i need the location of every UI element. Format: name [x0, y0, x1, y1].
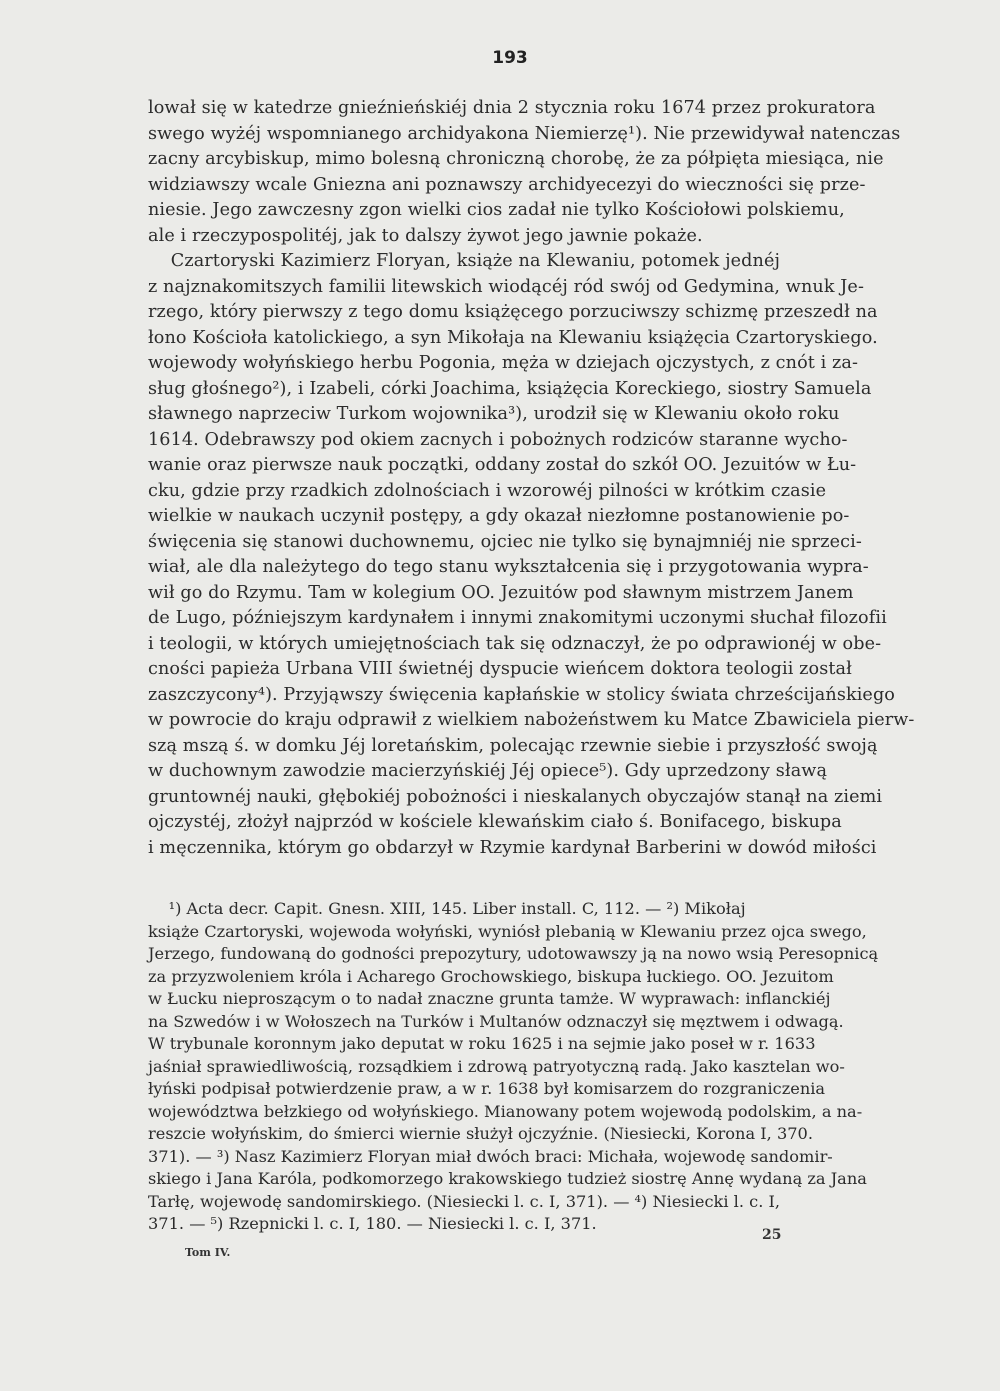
footnote-line: 371. — ⁵) Rzepnicki l. c. I, 180. — Niesiecki l. c. I, 371. — [148, 1214, 597, 1233]
footnote-line: łyński podpisał potwierdzenie praw, a w r. 1638 był komisarzem do rozgraniczenia — [148, 1079, 826, 1098]
text-line: gruntownéj nauki, głębokiéj pobożności i nieskalanych obyczajów stanął na ziemi — [148, 786, 883, 807]
text-line: i teologii, w których umiejętnościach tak się odznaczył, że po odprawionéj w obe- — [148, 633, 882, 654]
text-line: zaszczycony⁴). Przyjąwszy święcenia kapłańskie w stolicy świata chrześcijańskiego — [148, 684, 896, 705]
footnote-line: ¹) Acta decr. Capit. Gnesn. XIII, 145. Liber install. C, 112. — ²) Mikołaj — [148, 899, 746, 918]
footnote-line: na Szwedów i w Wołoszech na Turków i Multanów odznaczył się męztwem i odwagą. — [148, 1011, 844, 1031]
text-line: Czartoryski Kazimierz Floryan, książe na Klewaniu, potomek jednéj — [148, 251, 781, 271]
footnote-line: w Łucku nieproszącym o to nadał znaczne grunta tamże. W wyprawach: inflanckiéj — [148, 989, 831, 1008]
text-line: rzego, który pierwszy z tego domu książęcego porzuciwszy schizmę przeszedł na — [148, 302, 878, 322]
text-line: wił go do Rzymu. Tam w kolegium OO. Jezuitów pod sławnym mistrzem Janem — [148, 582, 854, 603]
volume-label: Tom IV. — [185, 1246, 231, 1259]
footnote-line: Tarłę, wojewodę sandomirskiego. (Niesiecki l. c. I, 371). — ⁴) Niesiecki l. c. I, — [148, 1191, 781, 1211]
text-line: święcenia się stanowi duchownemu, ojciec nie tylko się bynajmniéj nie sprzeci- — [148, 531, 862, 552]
footnote-line: reszcie wołyńskim, do śmierci wiernie służył ojczyźnie. (Niesiecki, Korona I, 370. — [148, 1124, 813, 1143]
footnote-line: jaśniał sprawiedliwością, rozsądkiem i zdrową patryotyczną radą. Jako kasztelan wo- — [148, 1056, 845, 1076]
text-line: wiał, ale dla należytego do tego stanu wykształcenia się i przygotowania wypra- — [148, 557, 869, 577]
text-line: de Lugo, późniejszym kardynałem i innymi znakomitymi uczonymi słuchał filozofii — [148, 608, 887, 628]
text-line: w duchownym zawodzie macierzyńskiéj Jéj opiece⁵). Gdy uprzedzony sławą — [148, 761, 828, 781]
footnote-line: województwa bełzkiego od wołyńskiego. Mianowany potem wojewodą podolskim, a na- — [148, 1101, 863, 1121]
text-line: w powrocie do kraju odprawił z wielkiem nabożeństwem ku Matce Zbawiciela pierw- — [148, 710, 915, 730]
text-line: łono Kościoła katolickiego, a syn Mikołaja na Klewaniu książęcia Czartoryskiego. — [148, 327, 878, 348]
footnote-line: Jerzego, fundowaną do godności prepozytury, udotowawszy ją na nowo wsią Peresopnicą — [148, 944, 879, 963]
text-line: sług głośnego²), i Izabeli, córki Joachima, książęcia Koreckiego, siostry Samuela — [148, 378, 872, 399]
footnotes — [148, 898, 896, 1236]
text-line: wojewody wołyńskiego herbu Pogonia, męża w dziejach ojczystych, z cnót i za- — [148, 353, 859, 373]
footnote-line: skiego i Jana Karóla, podkomorzego krakowskiego tudzież siostrę Annę wydaną za Jana — [148, 1169, 867, 1188]
text-line: zacny arcybiskup, mimo bolesną chroniczną chorobę, że za półpięta miesiąca, nie — [148, 149, 884, 169]
text-line: niesie. Jego zawczesny zgon wielki cios zadał nie tylko Kościołowi polskiemu, — [148, 200, 845, 220]
footnote-line: za przyzwoleniem króla i Acharego Grochowskiego, biskupa łuckiego. OO. Jezuitom — [148, 966, 834, 986]
text-line: widziawszy wcale Gniezna ani poznawszy archidyecezyi do wieczności się prze- — [148, 174, 866, 195]
text-line: sławnego naprzeciw Turkom wojownika³), urodził się w Klewaniu około roku — [148, 404, 840, 424]
text-line: ale i rzeczypospolitéj, jak to dalszy żywot jego jawnie pokaże. — [148, 225, 703, 246]
text-line: cności papieża Urbana VIII świetnéj dyspucie wieńcem doktora teologii został — [148, 659, 852, 679]
footnote-line: W trybunale koronnym jako deputat w roku 1625 i na sejmie jako poseł w r. 1633 — [148, 1034, 816, 1053]
printer-signature: 25 — [762, 1227, 782, 1243]
page-number: 193 — [492, 48, 528, 68]
text-line: ojczystéj, złożył najprzód w kościele klewańskim ciało ś. Bonifacego, biskupa — [148, 812, 842, 832]
text-line: z najznakomitszych familii litewskich wiodącéj ród swój od Gedymina, wnuk Je- — [148, 276, 864, 297]
footnote-line: 371). — ³) Nasz Kazimierz Floryan miał dwóch braci: Michała, wojewodę sandomir- — [148, 1146, 833, 1166]
footnote-line: książe Czartoryski, wojewoda wołyński, wyniósł plebanią w Klewaniu przez ojca swego, — [148, 921, 867, 941]
main-text — [148, 96, 915, 861]
text-line: 1614. Odebrawszy pod okiem zacnych i pobożnych rodziców staranne wycho- — [148, 429, 848, 450]
text-line: cku, gdzie przy rzadkich zdolnościach i wzorowéj pilności w krótkim czasie — [148, 480, 827, 501]
text-line: i męczennika, którym go obdarzył w Rzymie kardynał Barberini w dowód miłości — [148, 837, 877, 858]
text-line: szą mszą ś. w domku Jéj loretańskim, polecając rzewnie siebie i przyszłość swoją — [148, 735, 878, 756]
text-line: swego wyżéj wspomnianego archidyakona Niemierzę¹). Nie przewidywał natenczas — [148, 123, 901, 144]
text-line: wanie oraz pierwsze nauk początki, oddany został do szkół OO. Jezuitów w Łu- — [148, 455, 857, 475]
text-line: wielkie w naukach uczynił postępy, a gdy okazał niezłomne postanowienie po- — [148, 506, 850, 526]
text-line: lował się w katedrze gnieźnieńskiéj dnia 2 stycznia roku 1674 przez prokuratora — [148, 98, 876, 118]
